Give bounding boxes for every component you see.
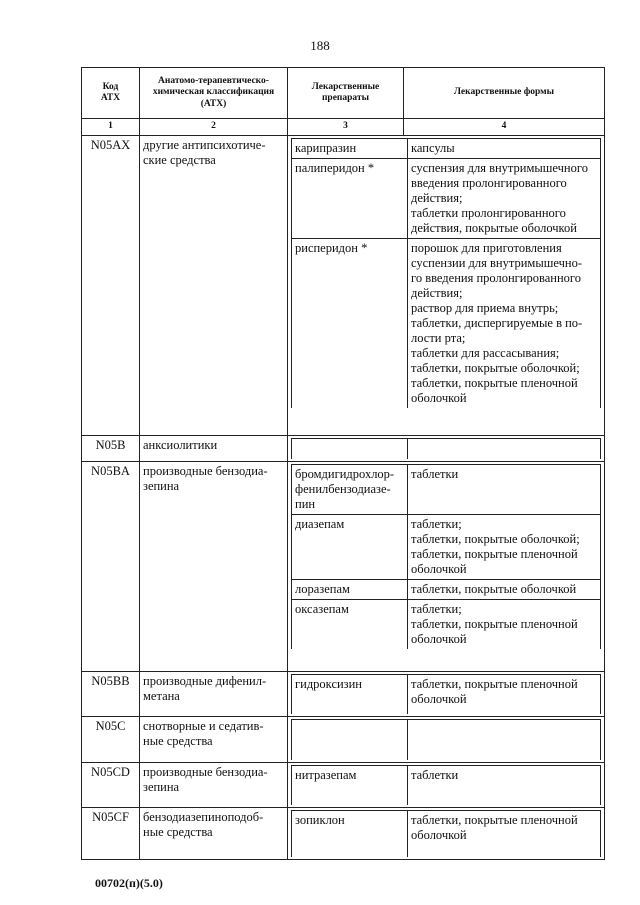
- text-line: таблетки, покрытые оболочкой;: [411, 531, 580, 546]
- page-number: 188: [310, 38, 330, 53]
- text-line: таблетки для рассасывания;: [411, 346, 560, 360]
- column-number: 1: [82, 119, 140, 136]
- column-number: 4: [404, 119, 605, 136]
- text-line: Код: [102, 81, 119, 92]
- drug-name-cell: [292, 464, 408, 514]
- dosage-forms-cell: [408, 720, 601, 760]
- drug-entry: [292, 139, 601, 159]
- text-line: порошок для приготовления: [411, 241, 562, 255]
- dosage-forms-cell: [408, 239, 601, 409]
- text-line: Анатомо-терапевтическо-: [158, 75, 269, 86]
- text-line: ные средства: [143, 734, 213, 748]
- drug-entry: [292, 720, 601, 760]
- drug-entry: [292, 464, 601, 514]
- drug-list: [291, 810, 601, 857]
- text-line: оксазепам: [295, 601, 349, 616]
- table-row: [82, 717, 605, 763]
- drug-name-cell: [292, 239, 408, 409]
- text-line: нитразепам: [295, 767, 357, 782]
- table-row: [82, 461, 605, 671]
- document-code-footer: 00702(п)(5.0): [95, 876, 163, 890]
- drug-list-cell: [288, 136, 605, 436]
- drug-name-cell: [292, 139, 408, 159]
- table-row: [82, 762, 605, 808]
- text-line: палиперидон *: [295, 161, 375, 175]
- drug-list-cell: [288, 671, 605, 717]
- drug-list-cell: [288, 436, 605, 462]
- drug-name-cell: [292, 765, 408, 805]
- column-number: 2: [140, 119, 288, 136]
- text-line: капсулы: [411, 141, 455, 155]
- drug-list-cell: [288, 762, 605, 808]
- atx-table: [81, 67, 605, 860]
- text-line: таблетки, покрытые оболочкой;: [411, 361, 580, 375]
- drug-list-cell: [288, 461, 605, 671]
- atx-table-body: [82, 136, 605, 860]
- text-line: действия;: [411, 286, 463, 300]
- text-line: действия;: [411, 191, 463, 205]
- dosage-forms-cell: [408, 159, 601, 239]
- drug-name-cell: [292, 674, 408, 714]
- drug-name-cell: [292, 811, 408, 857]
- drug-list: [291, 674, 601, 715]
- text-line: действия, покрытые оболочкой: [411, 221, 577, 235]
- text-line: другие антипсихотиче-: [143, 138, 266, 152]
- drug-name-cell: [292, 439, 408, 459]
- text-line: (АТХ): [200, 98, 227, 109]
- dosage-forms-cell: [408, 514, 601, 579]
- text-line: рисперидон *: [295, 241, 368, 255]
- dosage-forms-cell: [408, 765, 601, 805]
- text-line: оболочкой: [411, 561, 467, 576]
- drug-list: [291, 438, 601, 459]
- text-line: снотворные и седатив-: [143, 719, 264, 733]
- drug-list: [291, 719, 601, 760]
- atx-code-cell: N05BA: [82, 461, 140, 671]
- table-row: [82, 436, 605, 462]
- drug-list-cell: [288, 808, 605, 860]
- text-line: лости рта;: [411, 331, 466, 345]
- dosage-forms-cell: [408, 464, 601, 514]
- text-line: оболочкой: [411, 828, 467, 842]
- text-line: зопиклон: [295, 813, 345, 827]
- header-code: [82, 68, 140, 119]
- text-line: таблетки, покрытые пленочной: [411, 376, 578, 390]
- drug-entry: [292, 674, 601, 714]
- text-line: бромдигидрохлор-: [295, 466, 395, 481]
- drug-name-cell: [292, 159, 408, 239]
- header-row: [82, 68, 605, 119]
- atx-classification-cell: [140, 717, 288, 763]
- text-line: анксиолитики: [143, 438, 218, 452]
- text-line: таблетки, покрытые оболочкой: [411, 581, 577, 596]
- text-line: оболочкой: [411, 391, 467, 405]
- table-row: [82, 808, 605, 860]
- text-line: производные бензодиа-: [143, 764, 268, 779]
- text-line: диазепам: [295, 516, 345, 531]
- drug-entry: [292, 579, 601, 599]
- text-line: суспензии для внутримышечно-: [411, 256, 582, 270]
- text-line: таблетки пролонгированного: [411, 206, 566, 220]
- text-line: таблетки;: [411, 516, 462, 531]
- atx-classification-cell: [140, 436, 288, 462]
- drug-list: [291, 765, 601, 806]
- header-drugs: [288, 68, 404, 119]
- text-line: ские средства: [143, 153, 216, 167]
- atx-code-cell: N05C: [82, 717, 140, 763]
- drug-entry: [292, 599, 601, 649]
- drug-entry: [292, 439, 601, 459]
- drug-entry: [292, 514, 601, 579]
- header-classification: [140, 68, 288, 119]
- atx-code-cell: N05CD: [82, 762, 140, 808]
- atx-classification-cell: [140, 671, 288, 717]
- dosage-forms-cell: [408, 674, 601, 714]
- atx-code-cell: N05B: [82, 436, 140, 462]
- atx-classification-cell: [140, 136, 288, 436]
- text-line: зепина: [143, 478, 180, 493]
- text-line: пин: [295, 496, 316, 511]
- text-line: производные дифенил-: [143, 673, 267, 688]
- drug-entry: [292, 811, 601, 857]
- text-line: зепина: [143, 779, 180, 794]
- column-number-row: [82, 119, 605, 136]
- atx-code-cell: N05BB: [82, 671, 140, 717]
- drug-entry: [292, 159, 601, 239]
- dosage-forms-cell: [408, 579, 601, 599]
- text-line: таблетки, покрытые пленочной: [411, 616, 578, 631]
- text-line: фенилбензодиазе-: [295, 481, 391, 496]
- table-row: [82, 671, 605, 717]
- text-line: оболочкой: [411, 631, 467, 646]
- text-line: карипразин: [295, 141, 357, 155]
- dosage-forms-cell: [408, 139, 601, 159]
- text-line: ные средства: [143, 825, 213, 839]
- text-line: таблетки: [411, 466, 459, 481]
- atx-classification-cell: [140, 808, 288, 860]
- atx-code-cell: N05CF: [82, 808, 140, 860]
- atx-code-cell: N05AX: [82, 136, 140, 436]
- text-line: лоразепам: [295, 581, 350, 596]
- text-line: АТХ: [100, 93, 121, 103]
- drug-list-cell: [288, 717, 605, 763]
- drug-list: [291, 138, 601, 408]
- text-line: Лекарственные: [311, 81, 380, 92]
- atx-classification-cell: [140, 461, 288, 671]
- text-line: суспензия для внутримышечного: [411, 161, 588, 175]
- text-line: оболочкой: [411, 691, 467, 706]
- dosage-forms-cell: [408, 439, 601, 459]
- drug-name-cell: [292, 514, 408, 579]
- column-number: 3: [288, 119, 404, 136]
- text-line: метана: [143, 688, 180, 703]
- text-line: Лекарственные формы: [453, 87, 555, 98]
- atx-classification-cell: [140, 762, 288, 808]
- text-line: препараты: [321, 93, 370, 103]
- drug-name-cell: [292, 599, 408, 649]
- table-row: [82, 136, 605, 436]
- dosage-forms-cell: [408, 811, 601, 857]
- drug-entry: [292, 765, 601, 805]
- text-line: раствор для приема внутрь;: [411, 301, 559, 315]
- drug-name-cell: [292, 579, 408, 599]
- text-line: химическая классификация: [152, 87, 275, 98]
- text-line: гидроксизин: [295, 676, 362, 691]
- text-line: таблетки, покрытые пленочной: [411, 676, 578, 691]
- text-line: таблетки: [411, 767, 459, 782]
- text-line: таблетки, диспергируемые в по-: [411, 316, 583, 330]
- text-line: таблетки;: [411, 601, 462, 616]
- text-line: производные бензодиа-: [143, 463, 268, 478]
- text-line: таблетки, покрытые пленочной: [411, 546, 578, 561]
- drug-list: [291, 464, 601, 649]
- text-line: таблетки, покрытые пленочной: [411, 813, 578, 827]
- drug-name-cell: [292, 720, 408, 760]
- drug-entry: [292, 239, 601, 409]
- dosage-forms-cell: [408, 599, 601, 649]
- text-line: го введения пролонгированного: [411, 271, 581, 285]
- header-forms: [404, 68, 605, 119]
- text-line: введения пролонгированного: [411, 176, 567, 190]
- text-line: бензодиазепиноподоб-: [143, 810, 264, 824]
